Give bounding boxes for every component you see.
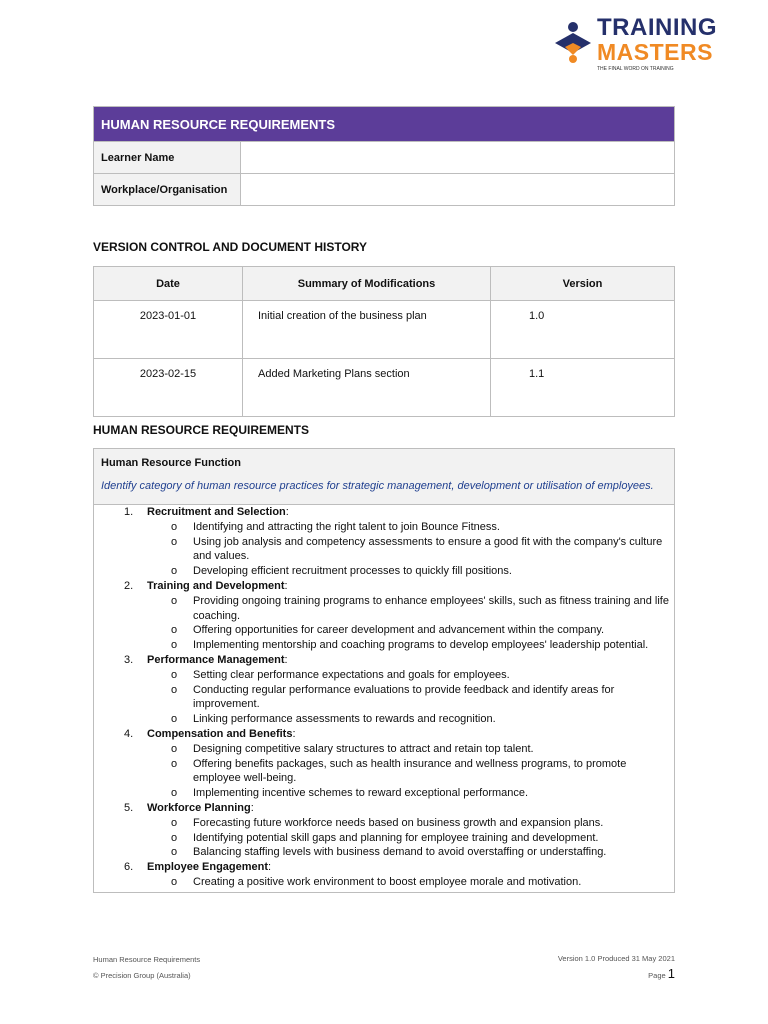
- workplace-field[interactable]: [241, 174, 675, 206]
- page-label: Page: [648, 971, 666, 980]
- sub-list-item: [94, 786, 674, 801]
- item-title: Workforce Planning: [147, 801, 251, 814]
- sub-item-text: Identifying and attracting the right talent to join Bounce Fitness.: [193, 520, 500, 533]
- sub-list-item: [94, 683, 674, 713]
- logo-text-masters: MASTERS: [597, 39, 713, 65]
- sub-item-text: Implementing incentive schemes to reward exceptional performance.: [193, 787, 529, 800]
- sub-item-text: Offering benefits packages, such as health insurance and wellness programs, to promote employee well-being.: [193, 757, 627, 785]
- list-item: 1. Recruitment and Selection:: [124, 506, 289, 518]
- sub-list-item: [94, 623, 674, 638]
- sub-item-text: Setting clear performance expectations and goals for employees.: [193, 668, 510, 681]
- item-number: 4.: [124, 727, 134, 740]
- bullet-icon: o: [171, 831, 178, 844]
- logo-text-training: TRAINING: [597, 14, 717, 41]
- item-title: Training and Development: [147, 579, 285, 592]
- sub-item-text: Using job analysis and competency assessments to ensure a good fit with the company's culture and values.: [193, 535, 663, 563]
- bullet-icon: o: [171, 668, 178, 681]
- bullet-icon: o: [171, 639, 178, 652]
- workplace-label: Workplace/Organisation: [94, 174, 241, 206]
- sub-item-text: Designing competitive salary structures to attract and retain top talent.: [193, 742, 534, 755]
- bullet-icon: o: [171, 713, 178, 726]
- sub-item-text: Conducting regular performance evaluations to provide feedback and identify areas for improvement.: [193, 683, 615, 711]
- learner-name-field[interactable]: [241, 142, 675, 174]
- date-cell: 2023-02-15: [94, 359, 243, 417]
- list-item: 3. Performance Management:: [124, 653, 288, 666]
- sub-list-item: [94, 668, 674, 683]
- footer-title: Human Resource Requirements: [93, 955, 201, 964]
- hr-function-table: [93, 448, 675, 893]
- table-row: [94, 301, 675, 359]
- bullet-icon: o: [171, 742, 178, 755]
- page-num: 1: [667, 966, 675, 981]
- sub-list-item: [94, 831, 674, 846]
- bullet-icon: o: [171, 594, 178, 607]
- bullet-icon: o: [171, 535, 178, 548]
- summary-cell: Initial creation of the business plan: [243, 301, 491, 359]
- bullet-icon: o: [171, 787, 178, 800]
- table-title: HUMAN RESOURCE REQUIREMENTS: [94, 107, 675, 142]
- function-label: Human Resource Function: [101, 457, 241, 469]
- bullet-icon: o: [171, 565, 178, 578]
- list-item: 5. Workforce Planning:: [124, 801, 254, 814]
- training-masters-logo: [553, 16, 748, 76]
- item-number: 3.: [124, 653, 134, 666]
- sub-item-text: Linking performance assessments to rewards and recognition.: [193, 713, 496, 726]
- learner-name-label: Learner Name: [94, 142, 241, 174]
- table-row: [94, 359, 675, 417]
- version-cell: 1.0: [491, 301, 675, 359]
- item-title: Recruitment and Selection: [147, 506, 286, 518]
- footer-version: Version 1.0 Produced 31 May 2021: [557, 954, 675, 963]
- date-cell: 2023-01-01: [94, 301, 243, 359]
- item-title: Performance Management: [147, 653, 285, 666]
- summary-cell: Added Marketing Plans section: [243, 359, 491, 417]
- sub-list-item: [94, 638, 674, 653]
- version-cell: 1.1: [491, 359, 675, 417]
- item-number: 6.: [124, 861, 134, 874]
- bullet-icon: o: [171, 624, 178, 637]
- version-table: [93, 266, 675, 417]
- list-item: 6. Employee Engagement:: [124, 861, 272, 874]
- column-header: Date: [94, 267, 243, 301]
- sub-list-item: [94, 520, 674, 535]
- sub-item-text: Developing efficient recruitment processes to quickly fill positions.: [193, 565, 512, 578]
- item-number: 5.: [124, 801, 134, 814]
- sub-item-text: Forecasting future workforce needs based on business growth and expansion plans.: [193, 816, 604, 829]
- learner-info-table: [93, 106, 675, 206]
- sub-list-item: [94, 816, 674, 831]
- sub-item-text: Providing ongoing training programs to enhance employees' skills, such as fitness training and life coaching.: [193, 594, 669, 622]
- sub-list-item: [94, 875, 674, 890]
- sub-list-item: [94, 564, 674, 579]
- page-number: [648, 967, 675, 983]
- sub-item-text: Identifying potential skill gaps and planning for employee training and development.: [193, 831, 599, 844]
- bullet-icon: o: [171, 816, 178, 829]
- logo-icon: [553, 21, 593, 63]
- column-header: Summary of Modifications: [243, 267, 491, 301]
- sub-list-item: [94, 742, 674, 757]
- item-title: Employee Engagement: [147, 861, 269, 874]
- item-title: Compensation and Benefits: [147, 727, 293, 740]
- instruction-text: Identify category of human resource practices for strategic management, development or utilisation of employees.: [101, 480, 654, 492]
- sub-item-text: Offering opportunities for career development and advancement within the company.: [193, 624, 605, 637]
- bullet-icon: o: [171, 875, 178, 888]
- hr-practices-list: [94, 505, 675, 893]
- bullet-icon: o: [171, 757, 178, 770]
- sub-list-item: [94, 845, 674, 860]
- sub-item-text: Balancing staffing levels with business demand to avoid overstaffing or understaffing.: [193, 846, 607, 859]
- sub-item-text: Implementing mentorship and coaching programs to develop employees' leadership potential.: [193, 639, 649, 652]
- footer-copyright: © Precision Group (Australia): [93, 971, 191, 980]
- bullet-icon: o: [171, 520, 178, 533]
- sub-list-item: [94, 594, 674, 624]
- item-number: 2.: [124, 579, 134, 592]
- list-item: 2. Training and Development:: [124, 579, 288, 592]
- sub-item-text: Creating a positive work environment to boost employee morale and motivation.: [193, 875, 582, 888]
- logo-tagline: THE FINAL WORD ON TRAINING: [597, 66, 674, 72]
- hr-function-header: [94, 449, 675, 505]
- item-number: 1.: [124, 506, 134, 518]
- sub-list-item: [94, 757, 674, 787]
- bullet-icon: o: [171, 846, 178, 859]
- hr-heading: HUMAN RESOURCE REQUIREMENTS: [93, 423, 310, 437]
- column-header: Version: [491, 267, 675, 301]
- list-item: 4. Compensation and Benefits:: [124, 727, 296, 740]
- bullet-icon: o: [171, 683, 178, 696]
- sub-list-item: [94, 535, 674, 565]
- version-heading: VERSION CONTROL AND DOCUMENT HISTORY: [93, 240, 368, 254]
- sub-list-item: [94, 712, 674, 727]
